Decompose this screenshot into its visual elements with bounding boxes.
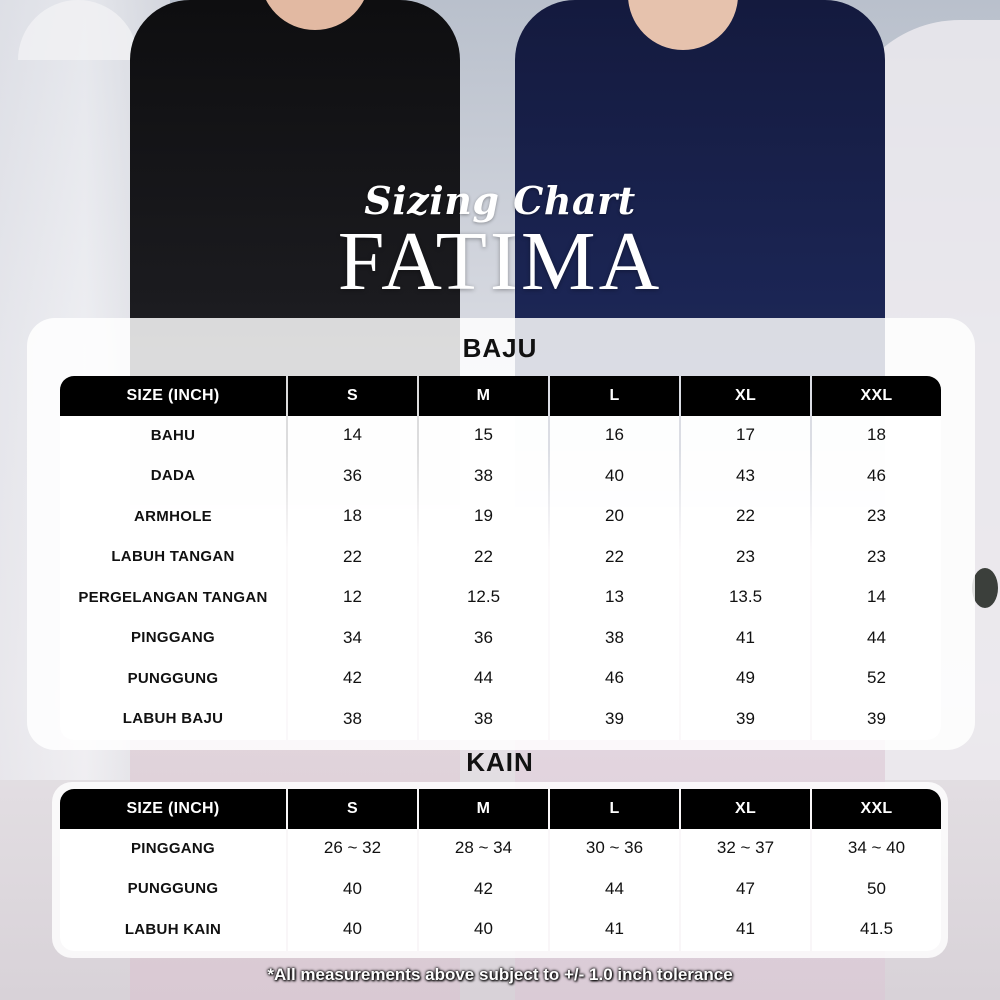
table-cell: 19 — [419, 497, 548, 538]
table-cell: 17 — [681, 416, 810, 457]
table-cell: 50 — [812, 870, 941, 911]
column-header: XXL — [812, 789, 941, 829]
table-cell: 44 — [419, 659, 548, 700]
column-header: L — [550, 376, 679, 416]
product-title: FATIMA — [337, 215, 663, 308]
column-header: S — [288, 376, 417, 416]
table-row — [60, 870, 941, 911]
tolerance-note: *All measurements above subject to +/- 1.0 inch tolerance — [267, 965, 733, 984]
leaf-decoration — [972, 568, 998, 608]
table-cell: 40 — [550, 457, 679, 498]
table-cell: 43 — [681, 457, 810, 498]
chart-subtitle: Sizing Chart — [364, 178, 636, 223]
table-header-row — [60, 376, 941, 416]
table-cell: 16 — [550, 416, 679, 457]
table-cell: 40 — [288, 910, 417, 951]
table-cell: 46 — [812, 457, 941, 498]
baju-section-title: BAJU — [462, 333, 538, 363]
column-header: L — [550, 789, 679, 829]
table-row — [60, 538, 941, 579]
table-cell: 44 — [550, 870, 679, 911]
column-header: SIZE (INCH) — [60, 789, 286, 829]
table-header-row — [60, 789, 941, 829]
table-cell: 30 ~ 36 — [550, 829, 679, 870]
table-row — [60, 829, 941, 870]
table-cell: 22 — [419, 538, 548, 579]
table-cell: 38 — [288, 700, 417, 741]
table-cell: 49 — [681, 659, 810, 700]
table-cell: 41 — [681, 910, 810, 951]
table-cell: 41 — [550, 910, 679, 951]
table-row — [60, 910, 941, 951]
table-cell: 39 — [812, 700, 941, 741]
column-header: M — [419, 376, 548, 416]
row-label: PERGELANGAN TANGAN — [60, 578, 286, 619]
table-cell: 41.5 — [812, 910, 941, 951]
table-cell: 34 ~ 40 — [812, 829, 941, 870]
column-header: XL — [681, 376, 810, 416]
column-header: S — [288, 789, 417, 829]
table-cell: 40 — [419, 910, 548, 951]
table-cell: 22 — [288, 538, 417, 579]
column-header: M — [419, 789, 548, 829]
table-cell: 22 — [681, 497, 810, 538]
table-row — [60, 457, 941, 498]
table-row — [60, 700, 941, 741]
table-cell: 38 — [550, 619, 679, 660]
table-cell: 42 — [419, 870, 548, 911]
table-cell: 52 — [812, 659, 941, 700]
row-label: PUNGGUNG — [60, 870, 286, 911]
table-cell: 34 — [288, 619, 417, 660]
row-label: PINGGANG — [60, 619, 286, 660]
table-cell: 38 — [419, 457, 548, 498]
table-cell: 13.5 — [681, 578, 810, 619]
table-cell: 23 — [812, 538, 941, 579]
column-header: XL — [681, 789, 810, 829]
table-row — [60, 578, 941, 619]
table-cell: 47 — [681, 870, 810, 911]
table-cell: 12.5 — [419, 578, 548, 619]
baju-size-table — [58, 376, 943, 740]
table-cell: 46 — [550, 659, 679, 700]
table-cell: 23 — [812, 497, 941, 538]
row-label: ARMHOLE — [60, 497, 286, 538]
table-cell: 18 — [288, 497, 417, 538]
table-row — [60, 497, 941, 538]
table-cell: 26 ~ 32 — [288, 829, 417, 870]
table-cell: 12 — [288, 578, 417, 619]
table-cell: 15 — [419, 416, 548, 457]
column-header: XXL — [812, 376, 941, 416]
table-cell: 23 — [681, 538, 810, 579]
kain-section-title: KAIN — [466, 747, 534, 777]
column-header: SIZE (INCH) — [60, 376, 286, 416]
row-label: PUNGGUNG — [60, 659, 286, 700]
table-cell: 40 — [288, 870, 417, 911]
table-cell: 36 — [288, 457, 417, 498]
table-cell: 20 — [550, 497, 679, 538]
table-cell: 36 — [419, 619, 548, 660]
table-row — [60, 619, 941, 660]
table-cell: 18 — [812, 416, 941, 457]
kain-size-table — [58, 789, 943, 951]
table-cell: 22 — [550, 538, 679, 579]
table-row — [60, 416, 941, 457]
table-cell: 14 — [812, 578, 941, 619]
table-cell: 38 — [419, 700, 548, 741]
table-cell: 13 — [550, 578, 679, 619]
table-cell: 39 — [681, 700, 810, 741]
row-label: LABUH BAJU — [60, 700, 286, 741]
row-label: DADA — [60, 457, 286, 498]
table-row — [60, 659, 941, 700]
table-cell: 39 — [550, 700, 679, 741]
table-cell: 41 — [681, 619, 810, 660]
table-cell: 32 ~ 37 — [681, 829, 810, 870]
row-label: LABUH TANGAN — [60, 538, 286, 579]
row-label: PINGGANG — [60, 829, 286, 870]
table-cell: 42 — [288, 659, 417, 700]
table-cell: 28 ~ 34 — [419, 829, 548, 870]
row-label: BAHU — [60, 416, 286, 457]
row-label: LABUH KAIN — [60, 910, 286, 951]
table-cell: 44 — [812, 619, 941, 660]
table-cell: 14 — [288, 416, 417, 457]
